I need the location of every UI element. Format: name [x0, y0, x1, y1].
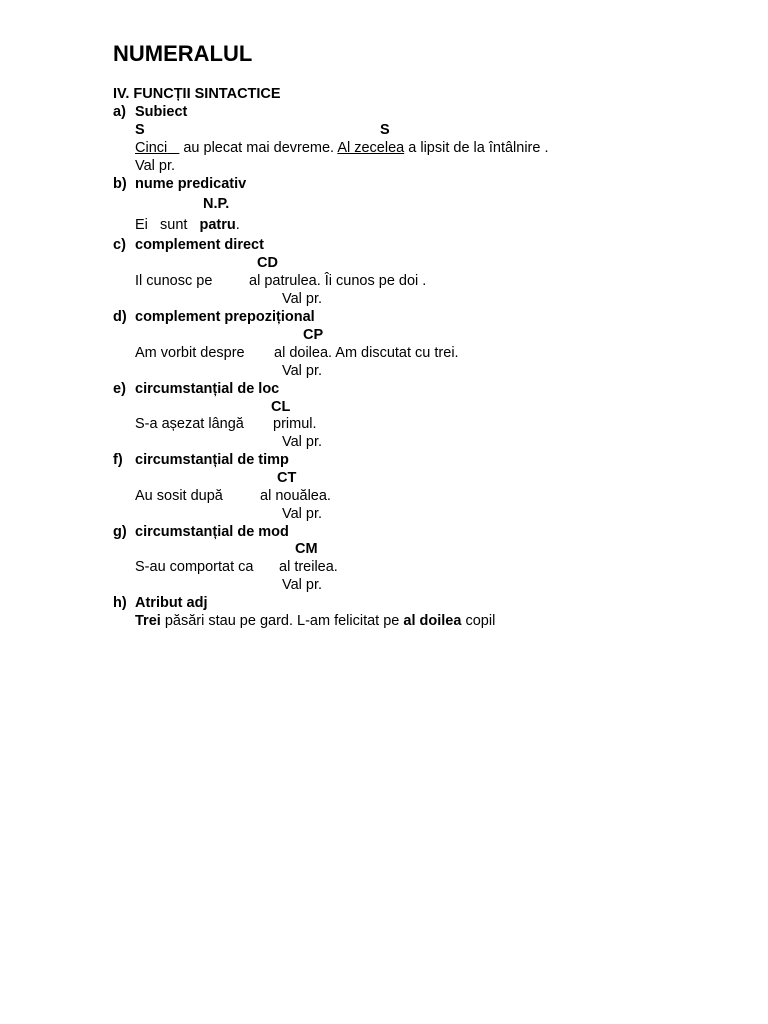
item-heading: circumstanțial de loc — [135, 381, 280, 397]
item-heading: nume predicativ — [135, 176, 247, 192]
value-note: Val pr. — [282, 577, 323, 593]
sentence-text: S-au comportat ca — [135, 559, 254, 575]
underlined-word: Al zecelea — [337, 140, 405, 156]
item-letter: a) — [113, 104, 126, 120]
item-letter: b) — [113, 176, 127, 192]
sentence-text: al treilea. — [279, 559, 338, 575]
item-heading: Atribut adj — [135, 595, 208, 611]
value-note: Val pr. — [282, 291, 323, 307]
function-mark: CT — [277, 470, 297, 486]
function-mark: CD — [257, 255, 278, 271]
item-heading: circumstanțial de mod — [135, 524, 289, 540]
sentence-text: primul. — [273, 416, 317, 432]
bold-word: patru — [199, 217, 236, 233]
sentence-text: copil — [465, 613, 496, 629]
sentence-text: au plecat mai devreme. — [183, 140, 335, 156]
sentence-text: S-a așezat lângă — [135, 416, 244, 432]
sentence-text: Il cunosc pe — [135, 273, 213, 289]
item-letter: g) — [113, 524, 127, 540]
section-heading: IV. FUNCȚII SINTACTICE — [113, 86, 281, 102]
value-note: Val pr. — [135, 158, 176, 174]
value-note: Val pr. — [282, 434, 323, 450]
value-note: Val pr. — [282, 363, 323, 379]
example-sentence — [135, 612, 495, 630]
function-mark: CP — [303, 327, 324, 343]
item-letter: c) — [113, 237, 126, 253]
item-letter: d) — [113, 309, 127, 325]
function-mark: S — [380, 122, 390, 138]
function-mark: CM — [295, 541, 318, 557]
item-letter: h) — [113, 595, 127, 611]
function-mark: CL — [271, 399, 291, 415]
sentence-text: al doilea. Am discutat cu trei. — [274, 345, 459, 361]
sentence-text: al patrulea. Îi cunos pe doi . — [249, 273, 427, 289]
function-mark: S — [135, 122, 145, 138]
sentence-text: Am vorbit despre — [135, 345, 245, 361]
item-heading: complement prepozițional — [135, 309, 315, 325]
example-sentence — [135, 216, 240, 234]
item-heading: circumstanțial de timp — [135, 452, 289, 468]
item-heading: Subiect — [135, 104, 188, 120]
item-heading: complement direct — [135, 237, 264, 253]
page-title: NUMERALUL — [113, 41, 253, 66]
item-letter: f) — [113, 452, 123, 468]
item-letter: e) — [113, 381, 126, 397]
sentence-text: Au sosit după — [135, 488, 223, 504]
bold-word: Trei — [135, 613, 161, 629]
sentence-text: al nouălea. — [260, 488, 331, 504]
value-note: Val pr. — [282, 506, 323, 522]
bold-word: al doilea — [403, 613, 462, 629]
sentence-text: Ei — [135, 217, 148, 233]
sentence-text: păsări stau pe gard. L-am felicitat pe — [164, 613, 400, 629]
underlined-word: Cinci — [135, 140, 168, 156]
function-mark: N.P. — [203, 196, 230, 212]
sentence-text: sunt — [160, 217, 188, 233]
sentence-text: a lipsit de la întâlnire . — [408, 140, 549, 156]
example-sentence — [135, 139, 549, 157]
sentence-text: . — [235, 217, 240, 233]
